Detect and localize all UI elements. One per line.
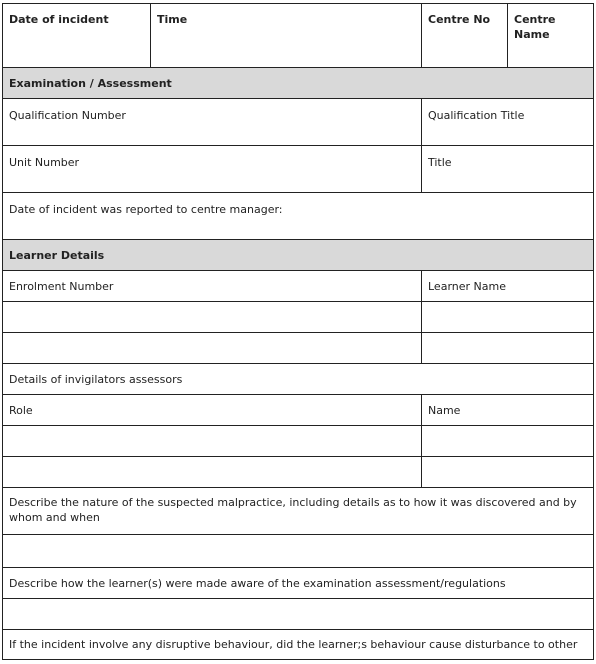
role-label: Role — [3, 395, 422, 426]
malpractice-answer-cell[interactable] — [3, 535, 594, 568]
learner-entry-row — [3, 333, 594, 364]
learner-name-label: Learner Name — [422, 271, 594, 302]
unit-row — [3, 146, 594, 193]
learner-section-row — [3, 240, 594, 271]
title-field[interactable]: Title — [422, 146, 594, 193]
exam-section-row — [3, 68, 594, 99]
invigilator-entry-row — [3, 426, 594, 457]
time-label: Time — [151, 4, 422, 68]
learner-name-cell[interactable] — [422, 333, 594, 364]
reported-date-field[interactable]: Date of incident was reported to centre manager: — [3, 193, 594, 240]
learner-entry-row — [3, 302, 594, 333]
malpractice-question-row — [3, 488, 594, 535]
invigilators-header-row — [3, 395, 594, 426]
exam-section-title: Examination / Assessment — [3, 68, 594, 99]
invigilators-title-row — [3, 364, 594, 395]
incident-report-form — [2, 3, 594, 660]
aware-answer-cell[interactable] — [3, 599, 594, 630]
invigilators-title: Details of invigilators assessors — [3, 364, 594, 395]
disruptive-question: If the incident involve any disruptive behaviour, did the learner;s behaviour cause disturbance to other — [3, 630, 594, 660]
qualification-number-field[interactable]: Qualification Number — [3, 99, 422, 146]
role-cell[interactable] — [3, 426, 422, 457]
name-cell[interactable] — [422, 426, 594, 457]
qualification-row — [3, 99, 594, 146]
learner-section-title: Learner Details — [3, 240, 594, 271]
learner-header-row — [3, 271, 594, 302]
centre-name-label: Centre Name — [508, 4, 594, 68]
malpractice-answer-row — [3, 535, 594, 568]
header-row — [3, 4, 594, 68]
disruptive-question-row — [3, 630, 594, 660]
name-label: Name — [422, 395, 594, 426]
name-cell[interactable] — [422, 457, 594, 488]
aware-question-row — [3, 568, 594, 599]
enrolment-number-cell[interactable] — [3, 333, 422, 364]
date-of-incident-label: Date of incident — [3, 4, 151, 68]
role-cell[interactable] — [3, 457, 422, 488]
centre-no-label: Centre No — [422, 4, 508, 68]
learner-name-cell[interactable] — [422, 302, 594, 333]
aware-question: Describe how the learner(s) were made aware of the examination assessment/regulations — [3, 568, 594, 599]
malpractice-question: Describe the nature of the suspected malpractice, including details as to how it was discovered and by whom and when — [3, 488, 594, 535]
aware-answer-row — [3, 599, 594, 630]
invigilator-entry-row — [3, 457, 594, 488]
qualification-title-field[interactable]: Qualification Title — [422, 99, 594, 146]
enrolment-number-cell[interactable] — [3, 302, 422, 333]
reported-date-row — [3, 193, 594, 240]
unit-number-field[interactable]: Unit Number — [3, 146, 422, 193]
enrolment-number-label: Enrolment Number — [3, 271, 422, 302]
